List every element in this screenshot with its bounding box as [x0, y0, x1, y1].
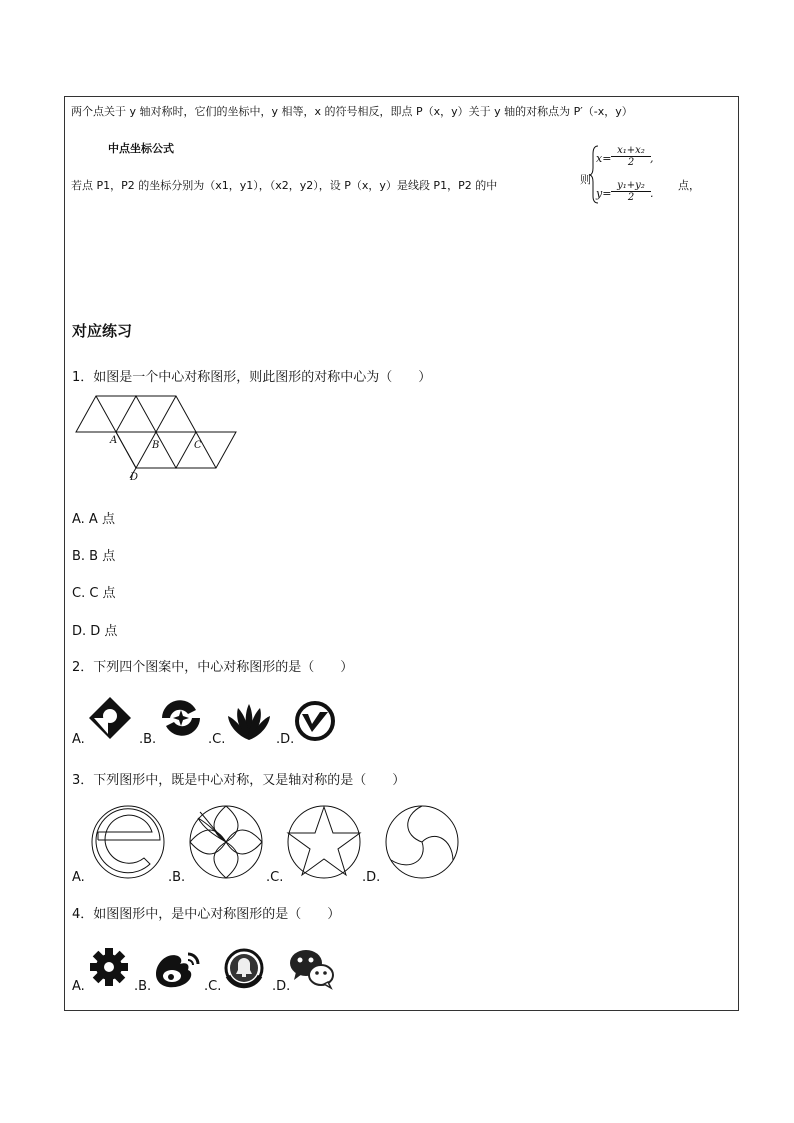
q2-label-a[interactable]: A. [72, 732, 85, 747]
q3-label-a[interactable]: A. [72, 870, 85, 885]
q2-label-b[interactable]: .B. [139, 732, 157, 747]
q2-label-d[interactable]: .D. [276, 732, 295, 747]
symmetry-rule-text: 两个点关于 y 轴对称时，它们的坐标中，y 相等，x 的符号相反，即点 P（x，y）关于 y 轴的对称点为 P′（-x，y） [71, 105, 633, 118]
q1-label-d: D [130, 472, 139, 483]
e-circle-icon[interactable] [88, 802, 168, 882]
q1-label-b: B [152, 440, 160, 451]
formula-y-numerator: y₁+y₂ [611, 180, 651, 192]
q4-label-c[interactable]: .C. [204, 979, 222, 994]
midpoint-text: 若点 P1，P2 的坐标分别为（x1，y1），（x2，y2），设 P（x，y）是线段 P1，P2 的中 [71, 179, 498, 192]
q1-option-b[interactable]: B. B 点 [72, 549, 116, 564]
q1-option-d[interactable]: D. D 点 [72, 624, 118, 639]
q2-label-c[interactable]: .C. [208, 732, 226, 747]
formula-y-fraction [611, 180, 651, 203]
q3-stem: 3．下列图形中，既是中心对称，又是轴对称的是（ ） [72, 773, 406, 788]
weibo-icon[interactable] [152, 948, 202, 990]
q1-triangle-figure [72, 392, 247, 482]
triple-swirl-circle-icon[interactable] [382, 802, 462, 882]
q4-stem: 4．如图图形中，是中心对称图形的是（ ） [72, 907, 341, 922]
chat-bubbles-icon[interactable] [288, 946, 336, 990]
gear-icon[interactable] [88, 946, 130, 988]
bell-circle-icon[interactable] [222, 946, 266, 990]
formula-y-lhs: y= [596, 187, 612, 200]
formula-x-denominator: 2 [627, 157, 635, 168]
q4-label-a[interactable]: A. [72, 979, 85, 994]
section-title: 对应练习 [72, 322, 133, 340]
q1-stem: 1．如图是一个中心对称图形，则此图形的对称中心为（ ） [72, 370, 432, 385]
q3-label-c[interactable]: .C. [266, 870, 284, 885]
formula-x-numerator: x₁+x₂ [611, 145, 651, 157]
q3-label-d[interactable]: .D. [362, 870, 381, 885]
formula-x-end: , [650, 152, 654, 165]
q1-option-c[interactable]: C. C 点 [72, 586, 116, 601]
swirl-logo-icon[interactable] [158, 696, 204, 740]
formula-x-fraction [611, 145, 651, 168]
q1-label-c: C [194, 440, 202, 451]
q2-stem: 2．下列四个图案中，中心对称图形的是（ ） [72, 660, 354, 675]
star-circle-icon[interactable] [284, 802, 364, 882]
point-label: 点， [678, 179, 700, 192]
q3-label-b[interactable]: .B. [168, 870, 186, 885]
q1-option-a[interactable]: A. A 点 [72, 512, 115, 527]
formula-y-end: . [650, 187, 654, 200]
four-petal-circle-icon[interactable] [186, 802, 266, 882]
fan-logo-icon[interactable] [226, 702, 272, 742]
q4-label-b[interactable]: .B. [134, 979, 152, 994]
formula-x-lhs: x= [596, 152, 612, 165]
q4-label-d[interactable]: .D. [272, 979, 291, 994]
then-label: 则 [580, 173, 591, 186]
q1-label-a: A [110, 435, 118, 446]
circle-v-logo-icon[interactable] [294, 700, 336, 742]
diamond-logo-icon[interactable] [88, 696, 132, 740]
formula-y-denominator: 2 [627, 192, 635, 203]
midpoint-heading: 中点坐标公式 [108, 142, 174, 155]
